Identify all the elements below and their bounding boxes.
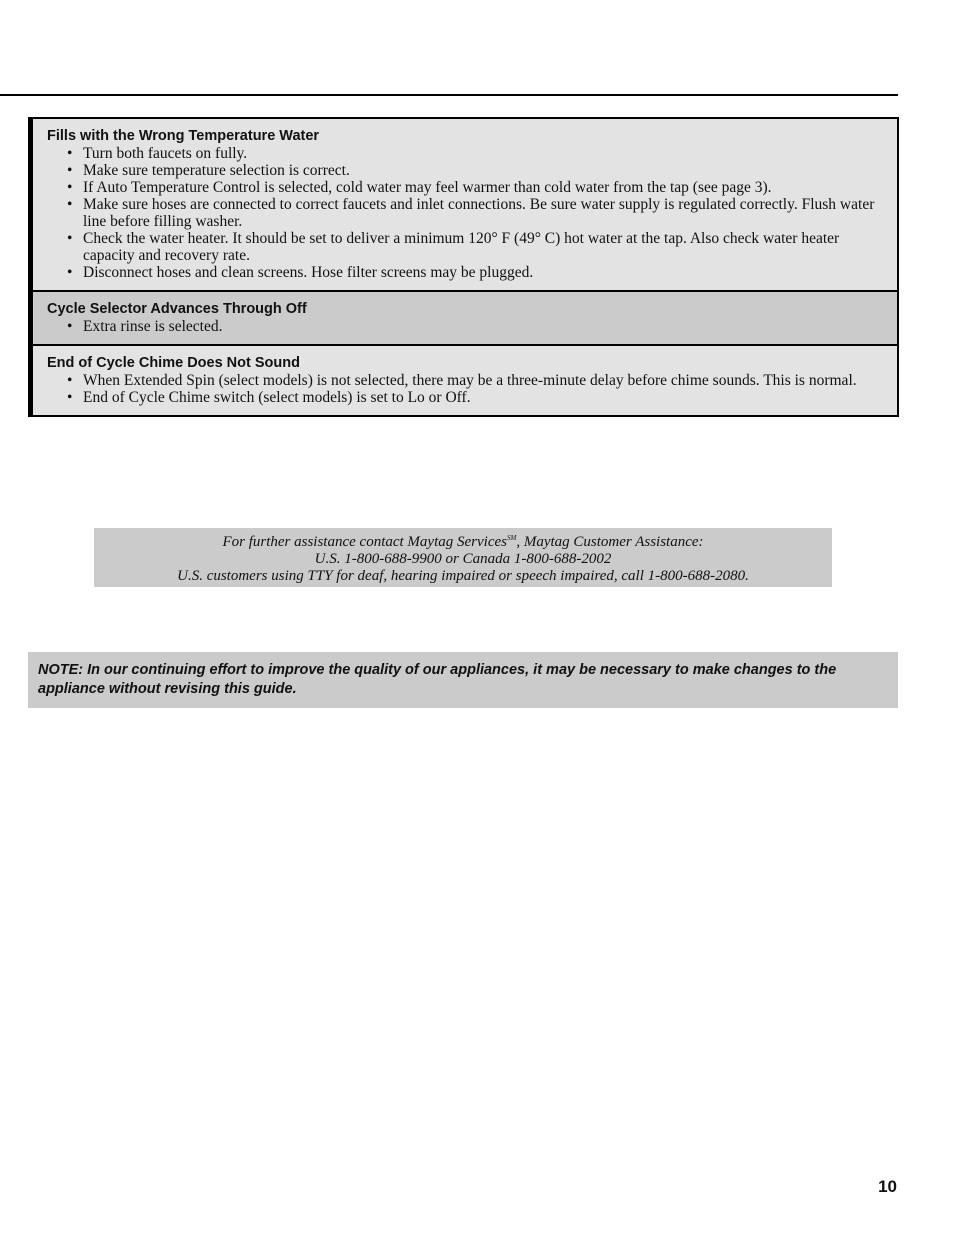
section-title: Cycle Selector Advances Through Off — [47, 301, 307, 317]
bullet-list — [47, 145, 885, 281]
section-title: End of Cycle Chime Does Not Sound — [47, 355, 300, 371]
list-item: • Make sure temperature selection is correct. — [47, 162, 885, 179]
list-item: • If Auto Temperature Control is selected, cold water may feel warmer than cold water from the tap (see page 3). — [47, 179, 885, 196]
list-item: • End of Cycle Chime switch (select models) is set to Lo or Off. — [47, 389, 885, 406]
section-cycle-selector — [33, 290, 897, 344]
note-box — [28, 652, 898, 708]
list-item: • Check the water heater. It should be set to deliver a minimum 120° F (49° C) hot water at the tap. Also check water heater capacity and recovery rate. — [47, 230, 885, 264]
header-rule — [0, 94, 898, 96]
section-title: Fills with the Wrong Temperature Water — [47, 128, 320, 144]
assistance-text: , Maytag Customer Assistance: — [516, 534, 704, 550]
list-item: • When Extended Spin (select models) is not selected, there may be a three-minute delay before chime sounds. This is normal. — [47, 372, 885, 389]
section-chime — [33, 344, 897, 415]
list-item: • Extra rinse is selected. — [47, 318, 885, 335]
assistance-line-1 — [94, 530, 832, 551]
list-item: • Turn both faucets on fully. — [47, 145, 885, 162]
list-item: • Make sure hoses are connected to correct faucets and inlet connections. Be sure water supply is regulated correctly. Flush water line before filling washer. — [47, 196, 885, 230]
assistance-box — [94, 528, 832, 587]
troubleshooting-table — [28, 117, 899, 417]
page-number: 10 — [878, 1177, 897, 1196]
assistance-tty: U.S. customers using TTY for deaf, hearing impaired or speech impaired, call 1-800-688-2080. — [177, 568, 749, 584]
bullet-list — [47, 372, 885, 406]
assistance-phone-numbers: U.S. 1-800-688-9900 or Canada 1-800-688-2002 — [314, 551, 612, 567]
list-item: • Disconnect hoses and clean screens. Hose filter screens may be plugged. — [47, 264, 885, 281]
bullet-list — [47, 318, 885, 335]
note-text: NOTE: In our continuing effort to improve the quality of our appliances, it may be necessary to make changes to the appliance without revising this guide. — [38, 662, 837, 697]
section-wrong-temperature — [33, 119, 897, 290]
assistance-text: For further assistance contact Maytag Services — [222, 534, 507, 550]
service-mark: SM — [506, 534, 517, 542]
